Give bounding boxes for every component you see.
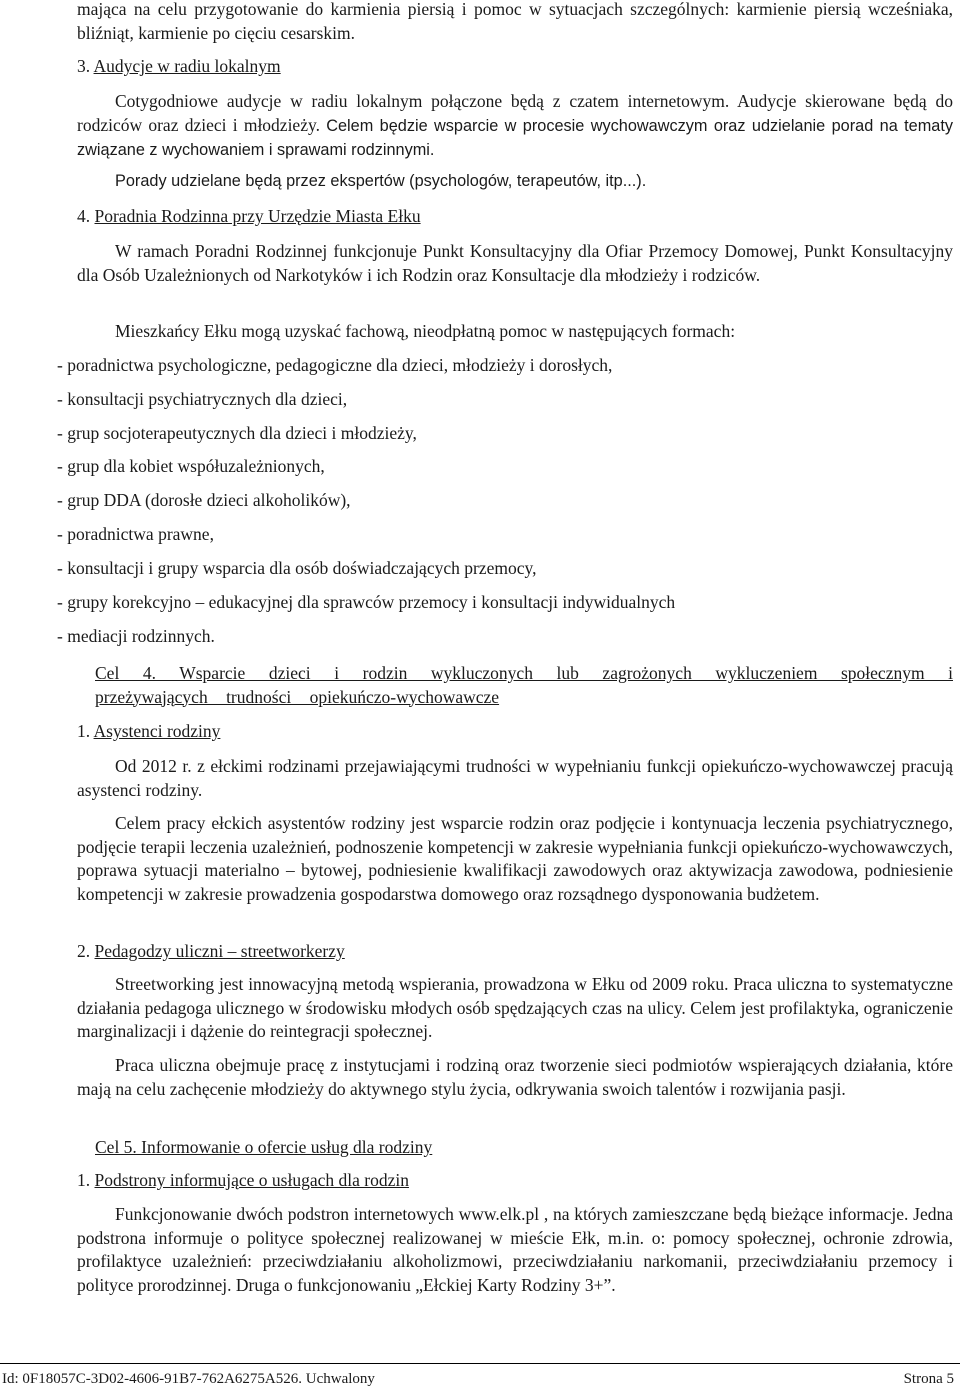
subsection-number: 2. (77, 941, 91, 961)
section-title: Poradnia Rodzinna przy Urzędzie Miasta Ełku (94, 206, 421, 226)
document-id: Id: 0F18057C-3D02-4606-91B7-762A6275A526. Uchwalony (2, 1371, 375, 1387)
paragraph-subpages: Funkcjonowanie dwóch podstron internetowych www.elk.pl , na których zamieszczane będą bieżące informacje. Jedna podstrona informuje o polityce społecznej realizowanej w mieście Ełk, m.in. o: pomocy społecznej, ochronie zdrowia, profilaktyce uzależnień: przeciwdziałaniu alkoholizmowi, przeciwdziałaniu narkomanii, przeciwdziałaniu przemocy i polityce prorodzinnej. Druga o funkcjonowaniu „Ełckiej Karty Rodziny 3+”. (77, 1204, 953, 1295)
subsection-number: 1. (77, 721, 91, 741)
paragraph-streetworking: Streetworking jest innowacyjną metodą wspierania, prowadzona w Ełku od 2009 roku. Praca uliczna to systematyczne działania pedagoga ulicznego w środowisku młodych osób spędzających czas na ulicy. Celem jest profilaktyka, ograniczenie marginalizacji i dążenie do reintegracji społecznej. (77, 974, 953, 1041)
goal-4-heading: Cel 4. Wsparcie dzieci i rodzin wykluczonych lub zagrożonych wykluczeniem społecznym i przeżywających trudności opiekuńczo-wychowawcze (95, 663, 953, 707)
list-item: - grup socjoterapeutycznych dla dzieci i młodzieży, (57, 423, 417, 443)
paragraph-assistants-since: Od 2012 r. z ełckimi rodzinami przejawiającymi trudności w wypełnianiu funkcji opiekuńczo-wychowawczej pracują asystenci rodziny. (77, 756, 953, 800)
subsection-heading-assistants (77, 720, 953, 744)
subsection-heading-streetworkers (77, 940, 953, 964)
subsection-title: Pedagodzy uliczni – streetworkerzy (94, 941, 345, 961)
list-item: - grupy korekcyjno – edukacyjnej dla sprawców przemocy i konsultacji indywidualnych (57, 592, 676, 612)
page-footer (0, 1363, 960, 1392)
paragraph-radio (77, 90, 953, 163)
paragraph-advice: Porady udzielane będą przez ekspertów (psychologów, terapeutów, itp...). (115, 172, 647, 190)
section-title: Audycje w radiu lokalnym (93, 56, 281, 76)
subsection-heading-subpages (77, 1169, 953, 1193)
subsection-number: 1. (77, 1170, 91, 1190)
paragraph-radio-sans: Celem będzie wsparcie w procesie wychowawczym oraz udzielanie porad na tematy związane z wychowaniem i sprawami rodzinnymi. (77, 116, 954, 159)
page-number: Strona 5 (903, 1371, 954, 1387)
list-item: - poradnictwa psychologiczne, pedagogiczne dla dzieci, młodzieży i dorosłych, (57, 355, 613, 375)
paragraph-breastfeeding: mająca na celu przygotowanie do karmienia piersią i pomoc w sytuacjach szczególnych: karmienie piersią wcześniaka, bliźniąt, karmienie po cięciu cesarskim. (77, 0, 953, 43)
paragraph-radio-serif: Cotygodniowe audycje w radiu lokalnym połączone będą z czatem internetowym. Audycje skierowane będą do rodziców oraz dzieci i młodzieży. (77, 91, 953, 135)
section-number: 3. (77, 56, 91, 76)
subsection-title: Asystenci rodziny (93, 721, 221, 741)
list-item: - grup dla kobiet współuzależnionych, (57, 456, 325, 476)
list-item: - grup DDA (dorosłe dzieci alkoholików), (57, 490, 351, 510)
paragraph-street-work: Praca uliczna obejmuje pracę z instytucjami i rodziną oraz tworzenie sieci podmiotów wspierających działania, które mają na celu zachęcenie młodzieży do aktywnego stylu życia, odkrywania swoich talentów i rozwijania pasji. (77, 1055, 953, 1099)
list-item: - poradnictwa prawne, (57, 524, 214, 544)
paragraph-assistants-goal: Celem pracy ełckich asystentów rodziny jest wsparcie rodzin oraz podjęcie i kontynuacja leczenia psychiatrycznego, podjęcie terapii leczenia uzależnień, podnoszenie kompetencji w zakresie wypełniania funkcji opiekuńczo-wychowawczych, poprawa sytuacji materialno – bytowej, podniesienie kwalifikacji zawodowych oraz aktywizacja zawodowa, podniesienie kompetencji w zakresie prowadzenia gospodarstwa domowego oraz rozsądnego dysponowania budżetem. (77, 813, 953, 904)
paragraph-forms-intro: Mieszkańcy Ełku mogą uzyskać fachową, nieodpłatną pomoc w następujących formach: (115, 321, 736, 341)
list-item: - konsultacji i grupy wsparcia dla osób doświadczających przemocy, (57, 558, 537, 578)
section-heading-poradnia (77, 205, 953, 229)
section-heading-radio (77, 55, 953, 79)
list-item: - konsultacji psychiatrycznych dla dzieci, (57, 389, 348, 409)
paragraph-poradnia: W ramach Poradni Rodzinnej funkcjonuje Punkt Konsultacyjny dla Ofiar Przemocy Domowej, Punkt Konsultacyjny dla Osób Uzależnionych od Narkotyków i ich Rodzin oraz Konsultacje dla młodzieży i rodziców. (77, 241, 953, 285)
list-item: - mediacji rodzinnych. (57, 626, 215, 646)
goal-5-heading: Cel 5. Informowanie o ofercie usług dla rodziny (95, 1137, 433, 1157)
subsection-title: Podstrony informujące o usługach dla rodzin (94, 1170, 409, 1190)
section-number: 4. (77, 206, 91, 226)
